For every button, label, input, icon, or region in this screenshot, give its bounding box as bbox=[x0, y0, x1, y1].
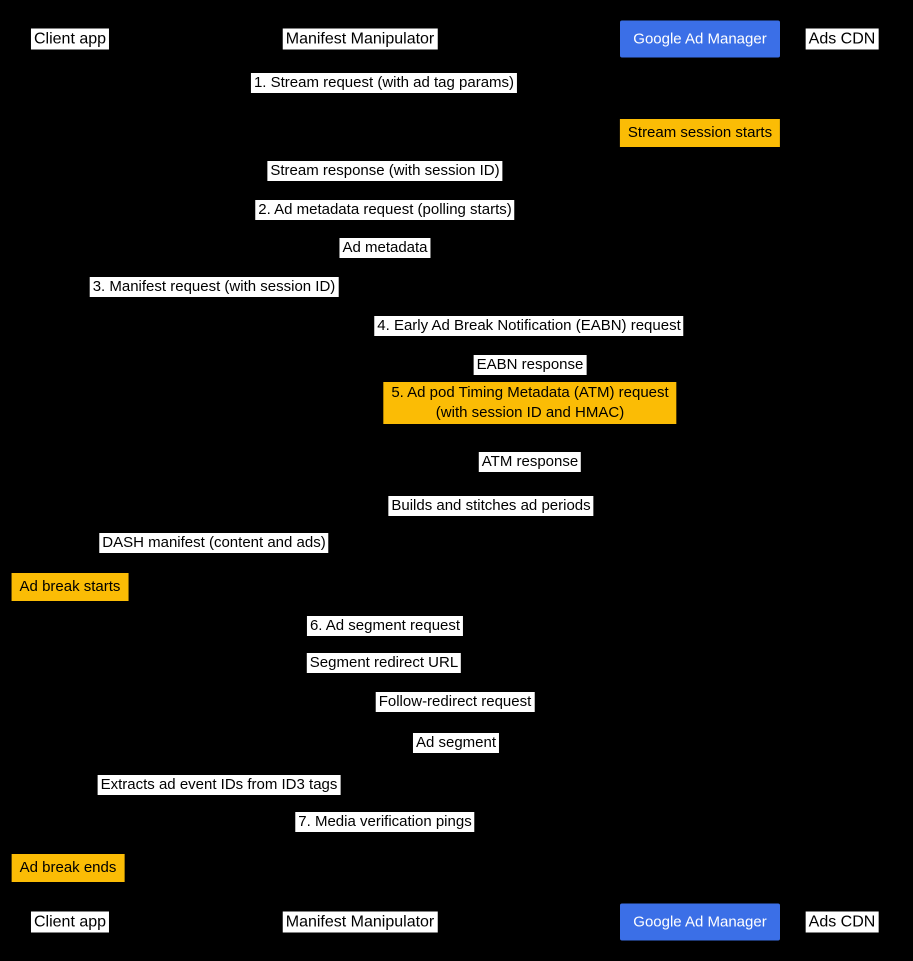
message-follow-redirect-request: Follow-redirect request bbox=[376, 692, 535, 712]
actor-client-app-top: Client app bbox=[31, 29, 109, 50]
note-atm-request-line1: 5. Ad pod Timing Metadata (ATM) request bbox=[391, 384, 669, 401]
actor-client-app-bottom: Client app bbox=[31, 912, 109, 933]
note-ad-break-starts: Ad break starts bbox=[12, 573, 129, 601]
message-segment-redirect-url: Segment redirect URL bbox=[307, 653, 461, 673]
message-ad-metadata: Ad metadata bbox=[339, 238, 430, 258]
message-builds-and-stitches: Builds and stitches ad periods bbox=[388, 496, 593, 516]
message-atm-response: ATM response bbox=[479, 452, 581, 472]
note-atm-request-line2: (with session ID and HMAC) bbox=[435, 404, 625, 421]
message-stream-response: Stream response (with session ID) bbox=[267, 161, 502, 181]
actor-manifest-manipulator-top: Manifest Manipulator bbox=[283, 29, 438, 50]
message-extracts-id3-tags: Extracts ad event IDs from ID3 tags bbox=[98, 775, 341, 795]
actor-manifest-manipulator-bottom: Manifest Manipulator bbox=[283, 912, 438, 933]
message-dash-manifest: DASH manifest (content and ads) bbox=[99, 533, 328, 553]
message-media-verification-pings: 7. Media verification pings bbox=[295, 812, 474, 832]
message-eabn-response: EABN response bbox=[474, 355, 587, 375]
message-eabn-request: 4. Early Ad Break Notification (EABN) request bbox=[374, 316, 683, 336]
actor-ads-cdn-bottom: Ads CDN bbox=[806, 912, 879, 933]
message-stream-request: 1. Stream request (with ad tag params) bbox=[251, 73, 517, 93]
note-stream-session-starts: Stream session starts bbox=[620, 119, 780, 147]
message-ad-metadata-request: 2. Ad metadata request (polling starts) bbox=[255, 200, 514, 220]
note-ad-break-ends: Ad break ends bbox=[12, 854, 125, 882]
note-atm-request bbox=[383, 382, 676, 424]
message-ad-segment: Ad segment bbox=[413, 733, 499, 753]
message-ad-segment-request: 6. Ad segment request bbox=[307, 616, 463, 636]
actor-google-ad-manager-bottom: Google Ad Manager bbox=[620, 904, 780, 941]
message-manifest-request: 3. Manifest request (with session ID) bbox=[90, 277, 339, 297]
actor-google-ad-manager-top: Google Ad Manager bbox=[620, 21, 780, 58]
actor-ads-cdn-top: Ads CDN bbox=[806, 29, 879, 50]
